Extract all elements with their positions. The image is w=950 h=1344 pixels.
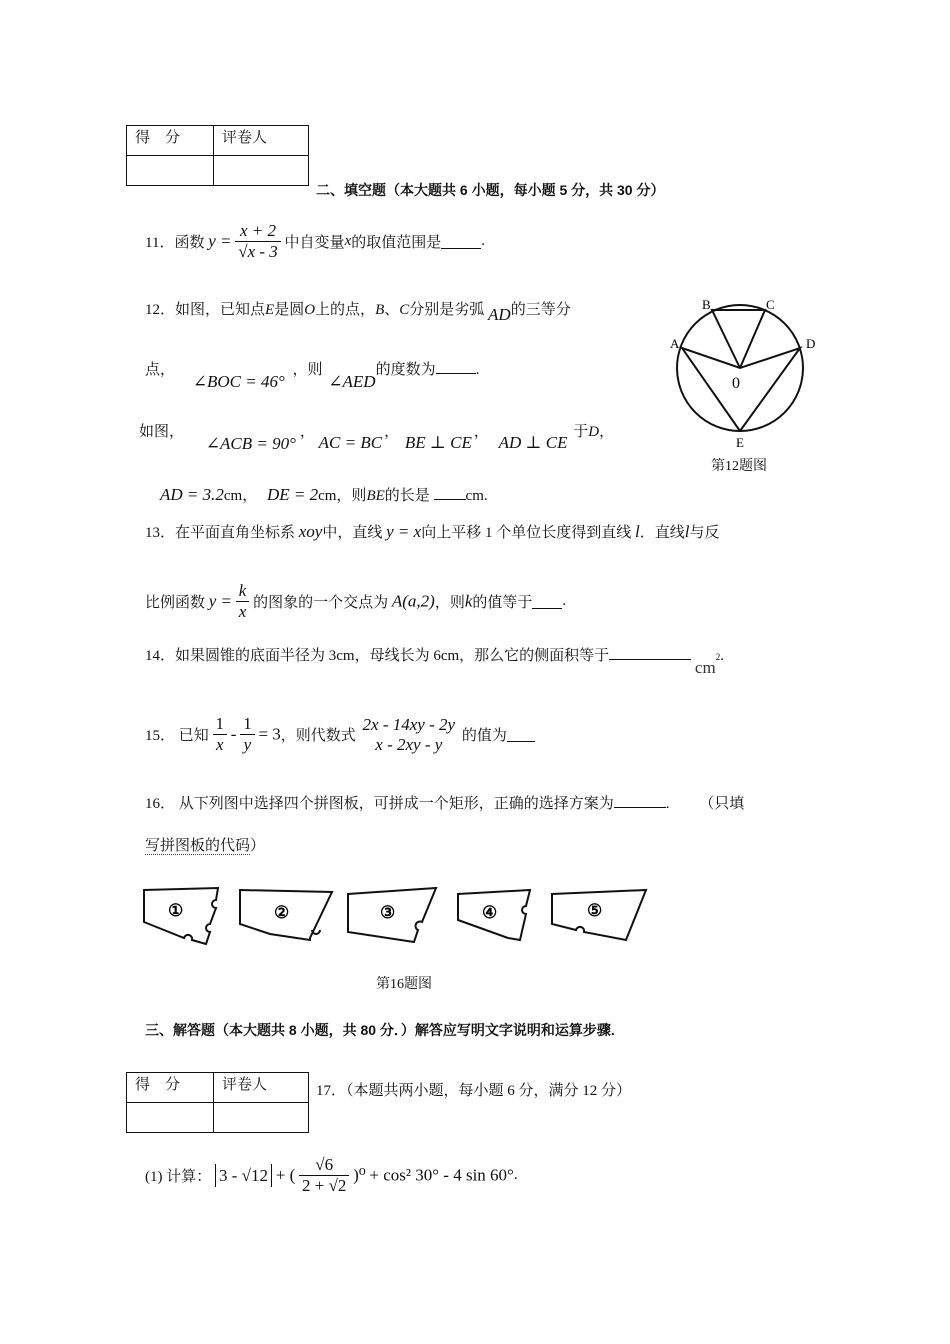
figure-16-caption: 第16题图	[376, 977, 432, 992]
q12b-ad-value: AD = 3.2	[160, 485, 224, 504]
label-a: A	[670, 336, 680, 351]
q11-text: 中自变量	[284, 235, 345, 251]
q12b-answer-blank[interactable]	[434, 485, 466, 500]
q12b-c1: ，	[299, 424, 315, 440]
label-o: 0	[732, 375, 740, 392]
q13-t4: 与反	[689, 525, 720, 541]
q15-n1: 1	[213, 714, 228, 735]
question-15	[145, 714, 535, 755]
q13-line: y = x	[386, 522, 422, 541]
figure-lines	[682, 348, 800, 431]
q12-angle-boc: ∠BOC = 46°	[192, 372, 285, 391]
section3-title: 三、解答题（本大题共 8 小题，共 80 分．）解答应写明文字说明和运算步骤.	[145, 1022, 615, 1038]
q17-header: 17．（本题共两小题，每小题 6 分，满分 12 分）	[316, 1083, 632, 1099]
question-12-line2	[145, 358, 480, 391]
q13-xoy: xoy	[298, 522, 323, 541]
q16-note-a: （只填	[699, 796, 745, 812]
q15-d1: x	[215, 735, 224, 754]
q13-l2: l	[684, 522, 690, 541]
q12-num: 12．如图，已知点	[145, 302, 266, 318]
q11-var: x	[344, 233, 352, 249]
q11-y: y =	[208, 231, 232, 251]
q11-denominator: x - 3	[247, 242, 278, 261]
piece-3-label: ③	[380, 903, 396, 922]
q15-frac1	[213, 714, 228, 755]
q17-part1-label: (1) 计算：	[145, 1169, 212, 1185]
q12b-c3: ，	[473, 424, 489, 440]
question-12b-line2	[160, 484, 488, 505]
question-16-line2	[145, 834, 265, 855]
q11-fraction: $\frac{x + 2}{√x - 3}$	[235, 221, 281, 262]
figure-16-pieces	[140, 884, 660, 954]
question-12	[145, 298, 571, 324]
q12-point-c: C	[399, 302, 410, 318]
question-17-part1	[145, 1155, 518, 1196]
q17-plus1: + (	[275, 1165, 296, 1185]
q17-fraction	[299, 1155, 349, 1196]
piece-2-label: ②	[274, 903, 290, 922]
q12b-cm3: cm.	[465, 488, 488, 504]
q13-frac-k: k	[236, 581, 250, 602]
q17-frac-num: √6	[299, 1155, 349, 1176]
q11-answer-blank[interactable]	[441, 234, 481, 249]
q13-point: A(a,2)	[391, 591, 435, 611]
q12-line2-start: 点，	[145, 362, 176, 378]
label-e: E	[736, 435, 744, 450]
q15-d2: y	[243, 735, 252, 754]
q12-text3: 分别是劣弧	[409, 302, 485, 318]
q12-then: ，则	[292, 362, 323, 378]
q13-t7: 的值等于	[472, 595, 533, 611]
q12b-text-len: 的长是	[384, 488, 430, 504]
q12-point-b: B	[375, 302, 385, 318]
grader-cell[interactable]	[214, 156, 309, 186]
q12b-cm2: cm，则	[318, 488, 367, 504]
q13-t3: ．直线	[639, 525, 685, 541]
q12b-ac-bc: AC = BC	[318, 433, 383, 452]
question-13	[145, 521, 719, 542]
q17-period: .	[513, 1167, 518, 1183]
q16-text: 16． 从下列图中选择四个拼图板，可拼成一个矩形，正确的选择方案为	[145, 796, 614, 812]
question-13-line2	[145, 581, 566, 622]
q13-fraction	[236, 581, 250, 622]
q11-numerator: x + 2	[235, 221, 281, 242]
q16-note-b: 写拼图板的代码	[145, 838, 251, 854]
q15-denominator: x - 2xy - y	[375, 734, 443, 754]
q11-text-end: 的取值范围是	[351, 235, 442, 251]
q15-eq3: = 3	[258, 724, 281, 744]
q12-text4: 的三等分	[510, 302, 571, 318]
q15-answer-blank[interactable]	[507, 727, 535, 742]
q12b-de-value: DE = 2	[266, 485, 319, 504]
q15-frac3	[360, 715, 459, 755]
q12-sep: 、	[384, 302, 400, 318]
q12-point-o: O	[304, 302, 316, 318]
q12b-angle-acb: ∠ACB = 90°	[205, 434, 296, 453]
grader-cell-2[interactable]	[214, 1103, 309, 1133]
q13-t6: ，则	[434, 595, 465, 611]
q15-t2: 的值为	[461, 728, 507, 744]
q12b-yu: 于	[573, 424, 589, 440]
q12-angle-aed: ∠AED	[328, 372, 376, 391]
q12-arc-ad: AD	[488, 305, 511, 324]
q12b-start: 如图，	[139, 424, 185, 440]
q16-period: .	[665, 796, 670, 812]
q13-y: y =	[208, 591, 233, 611]
q14-text: 14．如果圆锥的底面半径为 3cm，母线长为 6cm，那么它的侧面积等于	[145, 648, 610, 664]
q11-num: 11．函数	[145, 235, 205, 251]
grader-label: 评卷人	[214, 126, 309, 156]
q16-note-c: ）	[250, 838, 266, 854]
q12-period: .	[475, 362, 480, 378]
q15-minus: -	[230, 724, 237, 744]
q11-period: .	[481, 233, 485, 249]
q13-kvar: k	[464, 591, 473, 611]
q14-answer-blank[interactable]	[609, 645, 691, 660]
grader-label-2: 评卷人	[214, 1073, 309, 1103]
q17-pow0: )⁰	[353, 1165, 366, 1185]
q12-text1: 是圆	[274, 302, 305, 318]
figure-12-circle	[660, 292, 830, 482]
question-14	[145, 644, 724, 677]
q13-frac-x: x	[238, 602, 247, 621]
q13-l: l	[634, 522, 640, 541]
score-cell-2[interactable]	[127, 1103, 214, 1133]
q13-t2: 向上平移 1 个单位长度得到直线	[421, 525, 632, 541]
q13-period: .	[562, 593, 567, 609]
q12b-c4: ，	[599, 424, 615, 440]
score-label: 得 分	[127, 126, 214, 156]
q14-unit: cm	[694, 658, 716, 677]
q15-t1: ，则代数式	[280, 728, 356, 744]
q12b-ad-ce: AD ⊥ CE	[498, 433, 568, 452]
q12b-cm1: cm，	[223, 488, 258, 504]
q16-answer-blank[interactable]	[614, 793, 666, 808]
piece-4-label: ④	[482, 903, 498, 922]
label-d: D	[806, 336, 816, 351]
label-c: C	[766, 297, 775, 312]
q13-answer-blank[interactable]	[532, 594, 562, 609]
q12-text2: 上的点，	[315, 302, 376, 318]
question-12b	[139, 420, 615, 453]
question-16	[145, 792, 744, 813]
q13-line2-start: 比例函数	[145, 595, 206, 611]
section2-title: 二、填空题（本大题共 6 小题，每小题 5 分，共 30 分）	[316, 182, 665, 198]
question-11	[145, 221, 485, 262]
q12b-be: BE	[366, 488, 385, 504]
figure-triangle	[712, 310, 765, 368]
q12-point-e: E	[265, 302, 275, 318]
q15-numerator: 2x - 14xy - 2y	[362, 714, 456, 734]
q12b-c2: ，	[384, 424, 400, 440]
q12-answer-blank[interactable]	[436, 359, 476, 374]
piece-5-label: ⑤	[587, 901, 603, 920]
score-table-top	[126, 125, 309, 186]
figure-12-caption: 第12题图	[711, 459, 767, 474]
q12b-be-ce: BE ⊥ CE	[404, 433, 472, 452]
q13-num: 13．在平面直角坐标系	[145, 525, 296, 541]
q17-abs-expr: 3 - √12	[215, 1164, 272, 1187]
score-label-2: 得 分	[127, 1073, 214, 1103]
q17-frac-den: 2 + √2	[302, 1176, 347, 1195]
score-table-bottom	[126, 1072, 309, 1133]
q14-period: .	[720, 648, 724, 664]
q13-t5: 的图象的一个交点为	[253, 595, 389, 611]
q12b-point-d: D	[588, 424, 600, 440]
q14-sup: 2	[715, 652, 721, 662]
q13-t1: 中，直线	[322, 525, 383, 541]
q15-n2: 1	[240, 714, 255, 735]
q15-num: 15． 已知	[145, 728, 209, 744]
label-b: B	[702, 297, 711, 312]
score-cell[interactable]	[127, 156, 214, 186]
q17-rest: + cos² 30° - 4 sin 60°	[369, 1165, 514, 1185]
piece-1-label: ①	[168, 901, 184, 920]
q12-text5: 的度数为	[375, 362, 436, 378]
q15-frac2	[240, 714, 255, 755]
